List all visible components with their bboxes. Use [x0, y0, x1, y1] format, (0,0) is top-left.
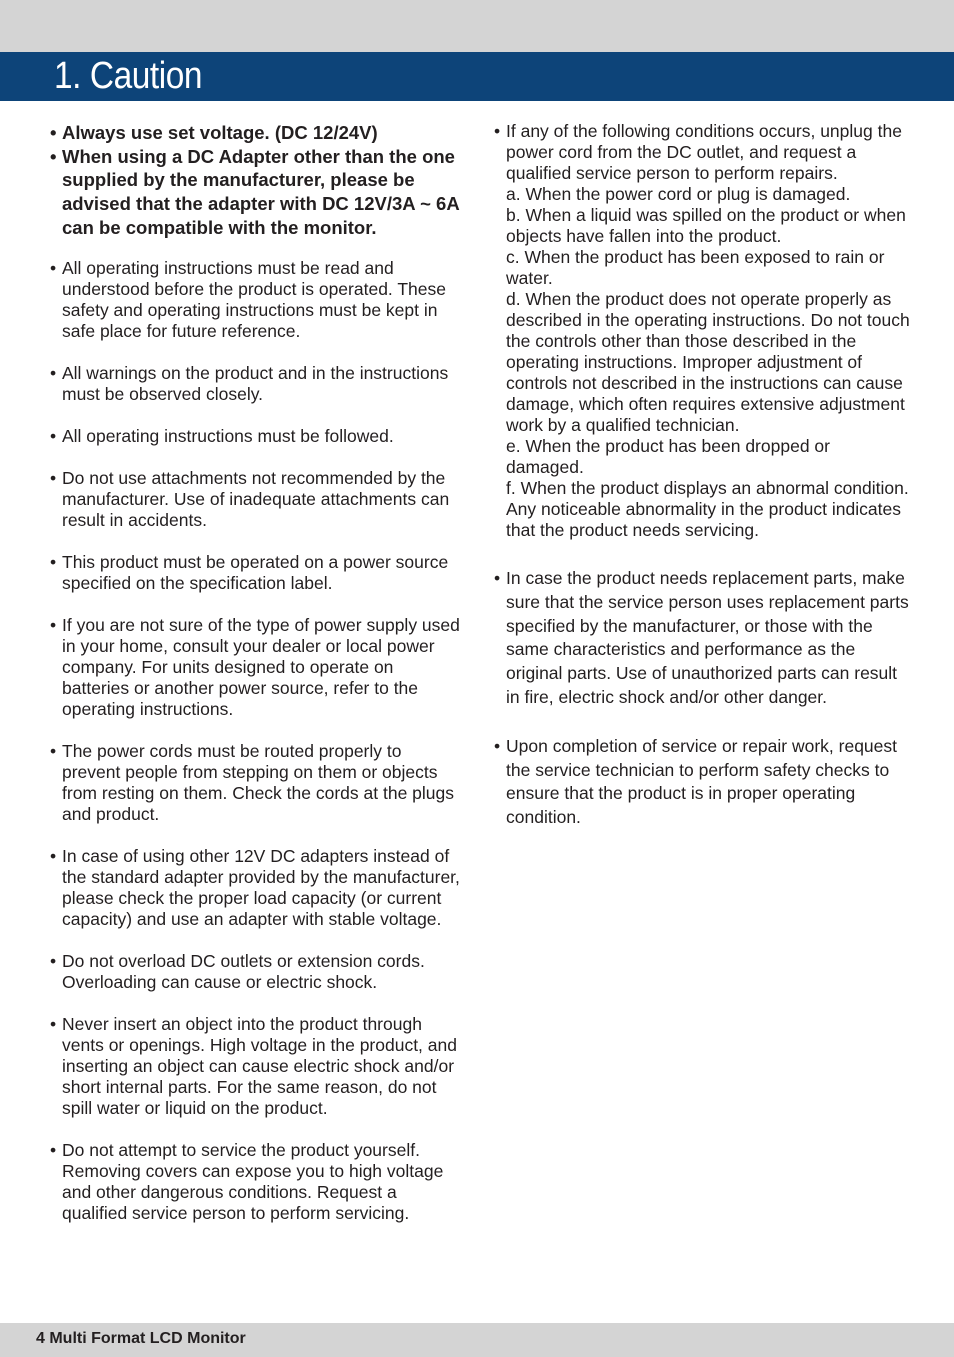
caution-item: • Do not attempt to service the product yourself. Removing covers can expose you to high voltage and other dangerous conditions. Request a qualified service person to perform servicing. — [50, 1140, 462, 1224]
page-title: 1. Caution — [54, 55, 203, 97]
condition-item: a. When the power cord or plug is damaged. — [506, 184, 851, 204]
caution-item: • Do not overload DC outlets or extension cords. Overloading can cause or electric shock. — [50, 951, 462, 993]
bold-caution-item: • Always use set voltage. (DC 12/24V) — [50, 121, 462, 145]
caution-item: • This product must be operated on a power source specified on the specification label. — [50, 552, 462, 594]
caution-item: • All warnings on the product and in the instructions must be observed closely. — [50, 363, 462, 405]
caution-item: • The power cords must be routed properly to prevent people from stepping on them or objects from resting on them. Check the cords at the plugs and product. — [50, 741, 462, 825]
condition-item: b. When a liquid was spilled on the product or when objects have fallen into the product. — [506, 205, 906, 246]
caution-item: • Never insert an object into the product through vents or openings. High voltage in the product, and inserting an object can cause electric shock and/or short internal parts. For the same reason, do not spill water or liquid on the product. — [50, 1014, 462, 1119]
footer-page-label: 4 Multi Format LCD Monitor — [36, 1330, 246, 1347]
right-column — [494, 121, 910, 855]
caution-item: • Upon completion of service or repair work, request the service technician to perform safety checks to ensure that the product is in proper operating condition. — [494, 735, 910, 830]
condition-item: c. When the product has been exposed to rain or water. — [506, 247, 885, 288]
bold-caution-item: • When using a DC Adapter other than the one supplied by the manufacturer, please be advised that the adapter with DC 12V/3A ~ 6A can be compatible with the monitor. — [50, 145, 462, 240]
left-column — [50, 121, 462, 1245]
conditions-intro: • If any of the following conditions occurs, unplug the power cord from the DC outlet, and request a qualified service person to perform repairs. — [494, 121, 910, 184]
caution-item: • All operating instructions must be read and understood before the product is operated. These safety and operating instructions must be kept in safe place for future reference. — [50, 258, 462, 342]
condition-item: d. When the product does not operate properly as described in the operating instructions. Do not touch the controls other than those described in the operating instructions. Improper adjustment of controls not described in the instructions can cause damage, which often requires extensive adjustment work by a qualified technician. — [506, 289, 910, 435]
top-band — [0, 0, 954, 52]
caution-item: • If you are not sure of the type of power supply used in your home, consult your dealer or local power company. For units designed to operate on batteries or another power source, refer to the operating instructions. — [50, 615, 462, 720]
caution-item: • All operating instructions must be followed. — [50, 426, 462, 447]
caution-item: • Do not use attachments not recommended by the manufacturer. Use of inadequate attachments can result in accidents. — [50, 468, 462, 531]
caution-item: • In case the product needs replacement parts, make sure that the service person uses replacement parts specified by the manufacturer, or those with the same characteristics and performance as the original parts. Use of unauthorized parts can result in fire, electric shock and/or other danger. — [494, 567, 910, 710]
condition-item: e. When the product has been dropped or damaged. — [506, 436, 830, 477]
condition-item: f. When the product displays an abnormal condition. Any noticeable abnormality in the product indicates that the product needs servicing. — [506, 478, 909, 540]
caution-item: • In case of using other 12V DC adapters instead of the standard adapter provided by the manufacturer, please check the proper load capacity (or current capacity) and use an adapter with stable voltage. — [50, 846, 462, 930]
